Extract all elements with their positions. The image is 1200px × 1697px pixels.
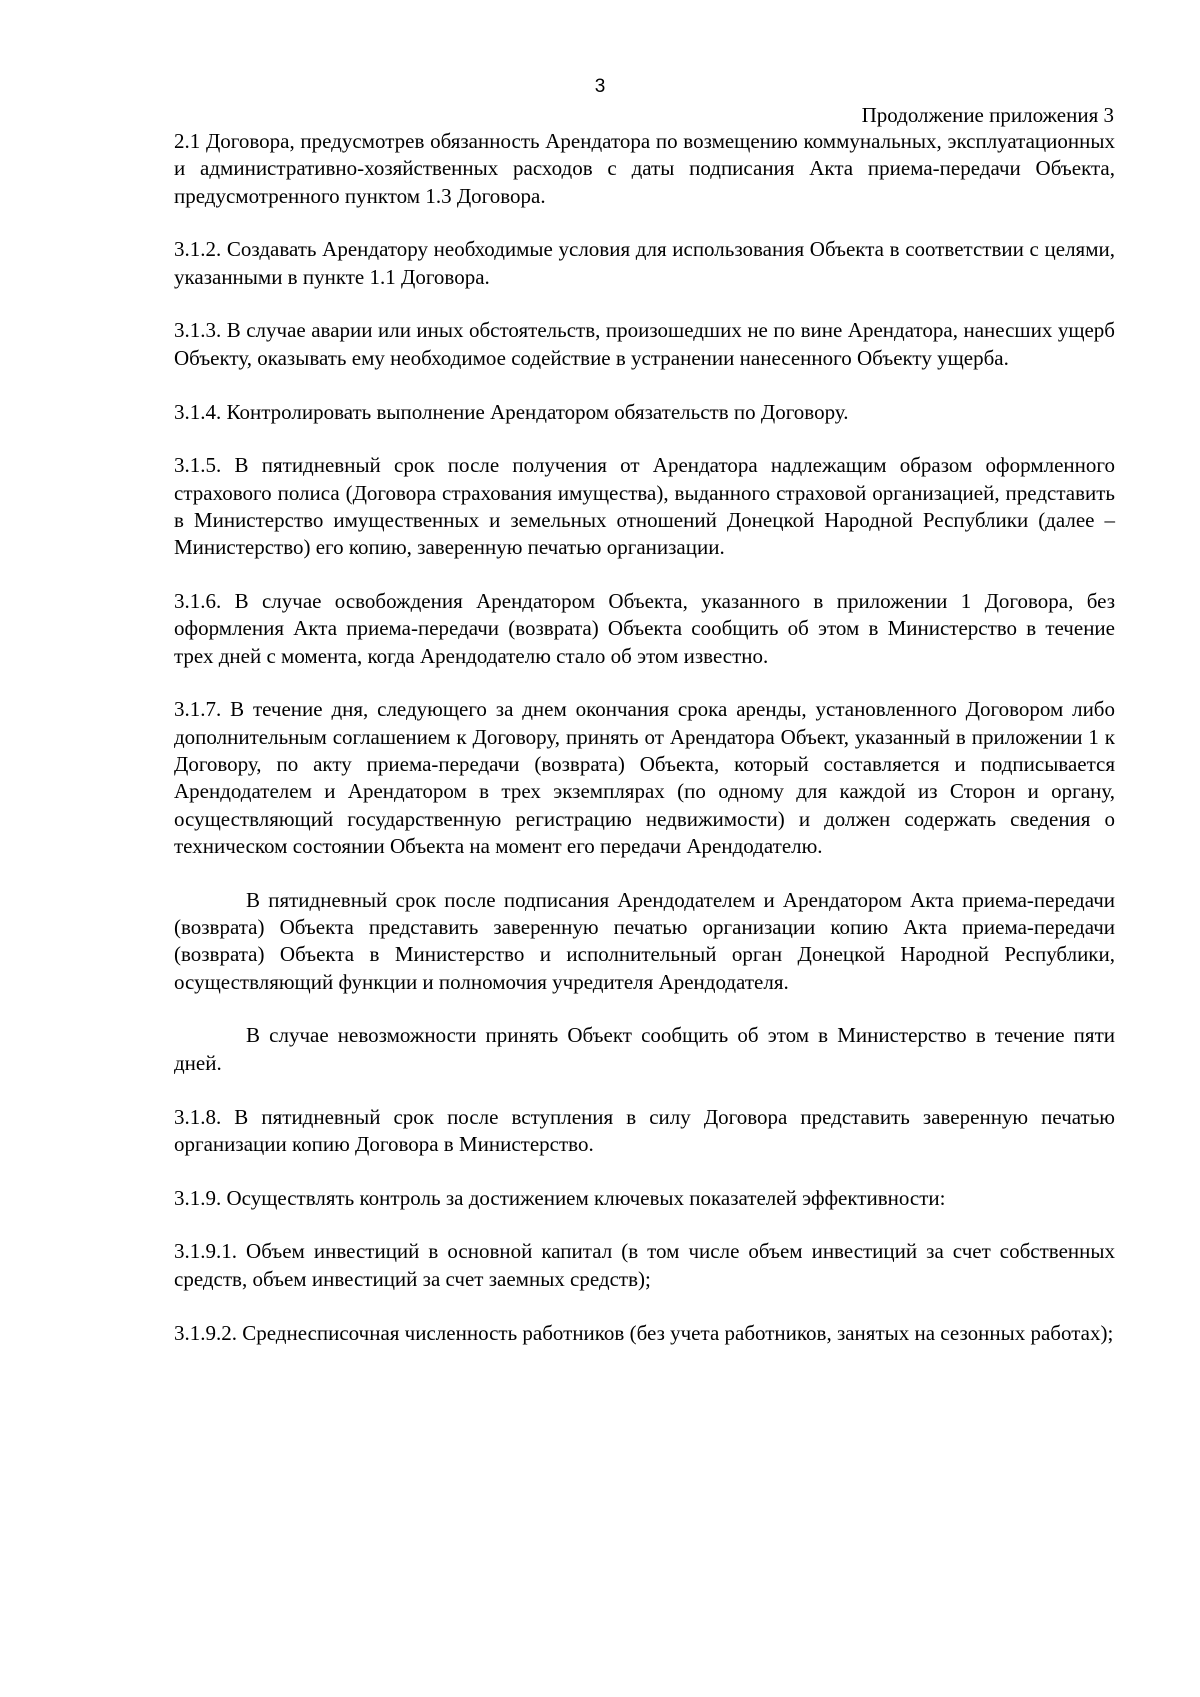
paragraph-3-1-8: 3.1.8. В пятидневный срок после вступления в силу Договора представить заверенную печатью организации копию Договора в Министерство. — [174, 1104, 1115, 1156]
paragraph-3-1-3: 3.1.3. В случае аварии или иных обстоятельств, произошедших не по вине Арендатора, нанесших ущерб Объекту, оказывать ему необходимое содействие в устранении нанесенного Объекту ущерба. — [174, 318, 1115, 370]
paragraph-3-1-9-1: 3.1.9.1. Объем инвестиций в основной капитал (в том числе объем инвестиций за счет собственных средств, объем инвестиций за счет заемных средств); — [174, 1239, 1115, 1291]
paragraph-3-1-7-return-act: В пятидневный срок после подписания Арендодателем и Арендатором Акта приема-передачи (возврата) Объекта представить заверенную печатью организации копию Акта приема-передачи (возврата) Объекта в Министерство и исполнительный орган Донецкой Народной Республики, осуществляющий функции и полномочия учредителя Арендодателя. — [174, 887, 1115, 994]
paragraph-3-1-9: 3.1.9. Осуществлять контроль за достижением ключевых показателей эффективности: — [174, 1185, 946, 1210]
paragraph-3-1-2: 3.1.2. Создавать Арендатору необходимые условия для использования Объекта в соответствии с целями, указанными в пункте 1.1 Договора. — [174, 237, 1115, 289]
document-body — [174, 128, 1115, 1347]
paragraph-3-1-7-impossibility: В случае невозможности принять Объект сообщить об этом в Министерство в течение пяти дней. — [174, 1023, 1115, 1075]
paragraph-3-1-7: 3.1.7. В течение дня, следующего за днем окончания срока аренды, установленного Договором либо дополнительным соглашением к Договору, принять от Арендатора Объект, указанный в приложении 1 к Договору, по акту приема-передачи (возврата) Объекта, который составляется и подписывается Арендодателем и Арендатором в трех экземплярах (по одному для каждой из Сторон и органу, осуществляющий государственную регистрацию недвижимости) и должен содержать сведения о техническом состоянии Объекта на момент его передачи Арендодателю. — [174, 697, 1115, 858]
paragraph-3-1-6: 3.1.6. В случае освобождения Арендатором Объекта, указанного в приложении 1 Договора, без оформления Акта приема-передачи (возврата) Объекта сообщить об этом в Министерство в течение трех дней с момента, когда Арендодателю стало об этом известно. — [174, 589, 1115, 668]
appendix-continuation-note: Продолжение приложения 3 — [861, 103, 1114, 127]
paragraph-2-1-continuation: 2.1 Договора, предусмотрев обязанность Арендатора по возмещению коммунальных, эксплуатационных и административно-хозяйственных расходов с даты подписания Акта приема-передачи Объекта, предусмотренного пунктом 1.3 Договора. — [174, 129, 1115, 208]
paragraph-3-1-5: 3.1.5. В пятидневный срок после получения от Арендатора надлежащим образом оформленного страхового полиса (Договора страхования имущества), выданного страховой организацией, представить в Министерство имущественных и земельных отношений Донецкой Народной Республики (далее – Министерство) его копию, заверенную печатью организации. — [174, 453, 1115, 560]
paragraph-3-1-9-2: 3.1.9.2. Среднесписочная численность работников (без учета работников, занятых на сезонных работах); — [174, 1320, 1114, 1345]
paragraph-3-1-4: 3.1.4. Контролировать выполнение Арендатором обязательств по Договору. — [174, 399, 849, 424]
page-number: 3 — [594, 76, 606, 97]
